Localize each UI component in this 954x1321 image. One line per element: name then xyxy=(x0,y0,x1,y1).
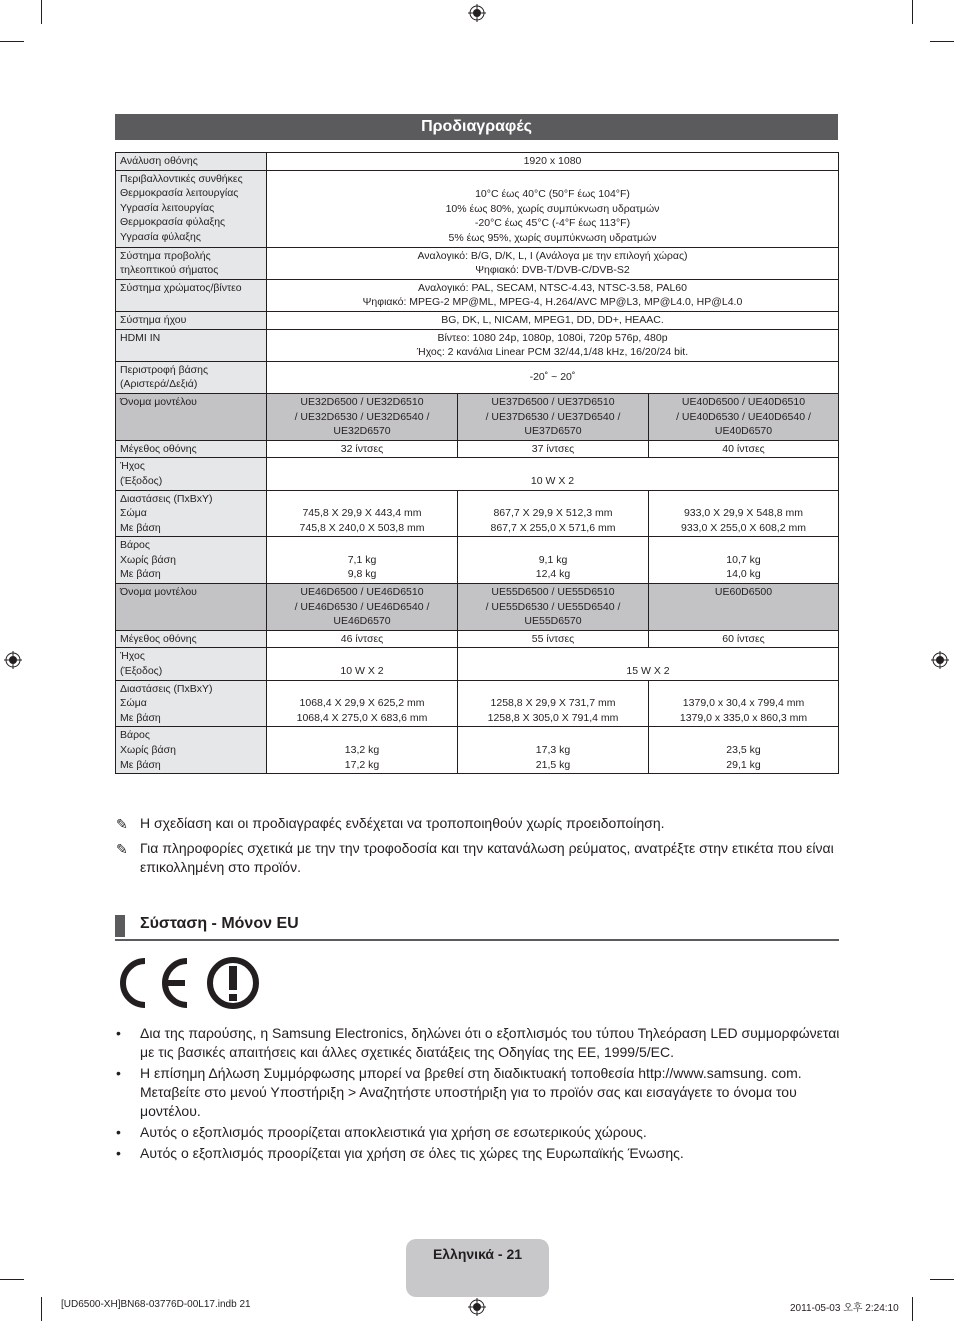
weight-cell: 13,2 kg 17,2 kg xyxy=(267,727,458,774)
weight-cell: 9,1 kg 12,4 kg xyxy=(458,537,649,584)
table-row xyxy=(116,458,839,490)
row-value: Αναλογικό: B/G, D/K, L, I (Ανάλογα με την επιλογή χώρας) Ψηφιακό: DVB-T/DVB-C/DVB-S2 xyxy=(267,247,839,279)
model-cell: UE46D6500 / UE46D6510 / UE46D6530 / UE46D6540 / UE46D6570 xyxy=(267,584,458,631)
table-row xyxy=(116,727,839,774)
list-item: • Η επίσημη Δήλωση Συμμόρφωσης μπορεί να βρεθεί στη διαδικτυακή τοποθεσία http://www.samsung. com. Μεταβείτε στο μενού Υποστήριξη > Αναζητήστε υποστήριξη για το προϊόν σας και εισαγάγετε το όνομα του μοντέλου. xyxy=(116,1065,802,1119)
weight-cell: 17,3 kg 21,5 kg xyxy=(458,727,649,774)
row-value: BG, DK, L, NICAM, MPEG1, DD, DD+, HEAAC. xyxy=(267,311,839,329)
weight-cell: 7,1 kg 9,8 kg xyxy=(267,537,458,584)
size-cell: 40 ίντσες xyxy=(649,440,839,458)
page-number: Ελληνικά - 21 xyxy=(406,1239,549,1297)
row-value: Βίντεο: 1080 24p, 1080p, 1080i, 720p 576p, 480p Ήχος: 2 κανάλια Linear PCM 32/44,1/48 kHz, 16/20/24 bit. xyxy=(267,329,839,361)
footer-file-info: [UD6500-XH]BN68-03776D-00L17.indb 21 xyxy=(61,1299,251,1310)
crop-mark xyxy=(930,41,954,42)
table-row xyxy=(116,648,839,680)
row-label: Διαστάσεις (ΠxΒxΥ) Σώμα Με βάση xyxy=(116,680,267,727)
table-row xyxy=(116,630,839,648)
size-cell: 32 ίντσες xyxy=(267,440,458,458)
footer-timestamp: 2011-05-03 오후 2:24:10 xyxy=(790,1303,899,1314)
dimension-cell: 1379,0 x 30,4 x 799,4 mm 1379,0 x 335,0 x 860,3 mm xyxy=(649,680,839,727)
crop-mark xyxy=(41,0,42,24)
row-label: Βάρος Χωρίς βάση Με βάση xyxy=(116,537,267,584)
row-label: Σύστημα ήχου xyxy=(116,311,267,329)
model-cell: UE32D6500 / UE32D6510 / UE32D6530 / UE32D6540 / UE32D6570 xyxy=(267,393,458,440)
dimension-cell: 1068,4 X 29,9 X 625,2 mm 1068,4 X 275,0 X 683,6 mm xyxy=(267,680,458,727)
crop-mark xyxy=(912,1297,913,1321)
row-label: HDMI IN xyxy=(116,329,267,361)
size-cell: 60 ίντσες xyxy=(649,630,839,648)
sound-cell: 10 W X 2 xyxy=(267,648,458,680)
row-value: 1920 x 1080 xyxy=(267,153,839,171)
crop-mark xyxy=(930,1279,954,1280)
list-item: • Δια της παρούσης, η Samsung Electronics, δηλώνει ότι ο εξοπλισμός του τύπου Τηλεόραση LED συμμορφώνεται με τις βασικές απαιτήσεις και άλλες σχετικές διατάξεις της Οδηγίας της ΕΕ, 1999/5/EC. xyxy=(116,1025,840,1060)
row-value: -20˚ ~ 20˚ xyxy=(267,361,839,393)
size-cell: 55 ίντσες xyxy=(458,630,649,648)
table-row xyxy=(116,170,839,247)
row-label: Περιστροφή βάσης (Αριστερά/Δεξιά) xyxy=(116,361,267,393)
row-value: 10°C έως 40°C (50°F έως 104°F) 10% έως 80%, χωρίς συμπύκνωση υδρατμών -20°C έως 45°C (-4°F έως 113°F) 5% έως 95%, χωρίς συμπύκνωση υδρατμών xyxy=(267,170,839,247)
table-row xyxy=(116,279,839,311)
list-item: • Αυτός ο εξοπλισμός προορίζεται για χρήση σε όλες τις χώρες της Ευρωπαϊκής Ένωσης. xyxy=(116,1145,684,1161)
notes xyxy=(116,814,840,883)
table-row xyxy=(116,311,839,329)
model-cell: UE55D6500 / UE55D6510 / UE55D6530 / UE55D6540 / UE55D6570 xyxy=(458,584,649,631)
table-row xyxy=(116,153,839,171)
sound-cell: 15 W X 2 xyxy=(458,648,839,680)
weight-cell: 23,5 kg 29,1 kg xyxy=(649,727,839,774)
row-label: Σύστημα χρώματος/βίντεο xyxy=(116,279,267,311)
row-label: Περιβαλλοντικές συνθήκες Θερμοκρασία λειτουργίας Υγρασία λειτουργίας Θερμοκρασία φύλαξης Υγρασία φύλαξης xyxy=(116,170,267,247)
table-row xyxy=(116,440,839,458)
weight-cell: 10,7 kg 14,0 kg xyxy=(649,537,839,584)
pencil-icon: ✎ xyxy=(116,841,128,857)
note-item: ✎ Η σχεδίαση και οι προδιαγραφές ενδέχεται να τροποποιηθούν χωρίς προειδοποίηση. xyxy=(116,815,665,832)
model-cell: UE60D6500 xyxy=(649,584,839,631)
declaration-list xyxy=(116,1024,840,1165)
dimension-cell: 745,8 X 29,9 X 443,4 mm 745,8 X 240,0 X 503,8 mm xyxy=(267,490,458,537)
size-cell: 37 ίντσες xyxy=(458,440,649,458)
row-label: Σύστημα προβολής τηλεοπτικού σήματος xyxy=(116,247,267,279)
row-value: Αναλογικό: PAL, SECAM, NTSC-4.43, NTSC-3.58, PAL60 Ψηφιακό: MPEG-2 MP@ML, MPEG-4, H.264/AVC MP@L3, MP@L4.0, HP@L4.0 xyxy=(267,279,839,311)
sound-cell: 10 W X 2 xyxy=(267,458,839,490)
crop-mark xyxy=(0,1279,24,1280)
dimension-cell: 1258,8 X 29,9 X 731,7 mm 1258,8 X 305,0 X 791,4 mm xyxy=(458,680,649,727)
table-row xyxy=(116,680,839,727)
table-row xyxy=(116,584,839,631)
row-label: Βάρος Χωρίς βάση Με βάση xyxy=(116,727,267,774)
specifications-table xyxy=(115,152,839,774)
table-row xyxy=(116,247,839,279)
recommendation-heading: Σύσταση - Μόνον EU xyxy=(115,913,839,941)
row-label: Όνομα μοντέλου xyxy=(116,393,267,440)
dimension-cell: 933,0 X 29,9 X 548,8 mm 933,0 X 255,0 X 608,2 mm xyxy=(649,490,839,537)
size-cell: 46 ίντσες xyxy=(267,630,458,648)
table-row xyxy=(116,490,839,537)
list-item: • Αυτός ο εξοπλισμός προορίζεται αποκλειστικά για χρήση σε εσωτερικούς χώρους. xyxy=(116,1124,647,1140)
crop-mark xyxy=(41,1297,42,1321)
model-cell: UE37D6500 / UE37D6510 / UE37D6530 / UE37D6540 / UE37D6570 xyxy=(458,393,649,440)
pencil-icon: ✎ xyxy=(116,816,128,832)
table-row xyxy=(116,329,839,361)
ce-alert-mark xyxy=(115,953,265,1013)
crosshair-icon xyxy=(931,651,949,669)
model-cell: UE40D6500 / UE40D6510 / UE40D6530 / UE40D6540 / UE40D6570 xyxy=(649,393,839,440)
row-label: Όνομα μοντέλου xyxy=(116,584,267,631)
row-label: Μέγεθος οθόνης xyxy=(116,440,267,458)
crosshair-icon xyxy=(4,651,22,669)
crop-mark xyxy=(0,41,24,42)
row-label: Ανάλυση οθόνης xyxy=(116,153,267,171)
table-row xyxy=(116,537,839,584)
crosshair-icon xyxy=(468,4,486,22)
heading-bar xyxy=(115,915,125,937)
note-item: ✎ Για πληροφορίες σχετικά με την την τροφοδοσία και την κατανάλωση ρεύματος, ανατρέξτε στην ετικέτα που είναι επικολλημένη στο προϊόν. xyxy=(116,840,834,875)
table-row xyxy=(116,393,839,440)
table-row xyxy=(116,361,839,393)
section-title: Προδιαγραφές xyxy=(115,114,838,140)
crosshair-icon xyxy=(468,1298,486,1316)
row-label: Ήχος (Έξοδος) xyxy=(116,458,267,490)
dimension-cell: 867,7 X 29,9 X 512,3 mm 867,7 X 255,0 X 571,6 mm xyxy=(458,490,649,537)
row-label: Ήχος (Έξοδος) xyxy=(116,648,267,680)
row-label: Μέγεθος οθόνης xyxy=(116,630,267,648)
row-label: Διαστάσεις (ΠxΒxΥ) Σώμα Με βάση xyxy=(116,490,267,537)
crop-mark xyxy=(912,0,913,24)
